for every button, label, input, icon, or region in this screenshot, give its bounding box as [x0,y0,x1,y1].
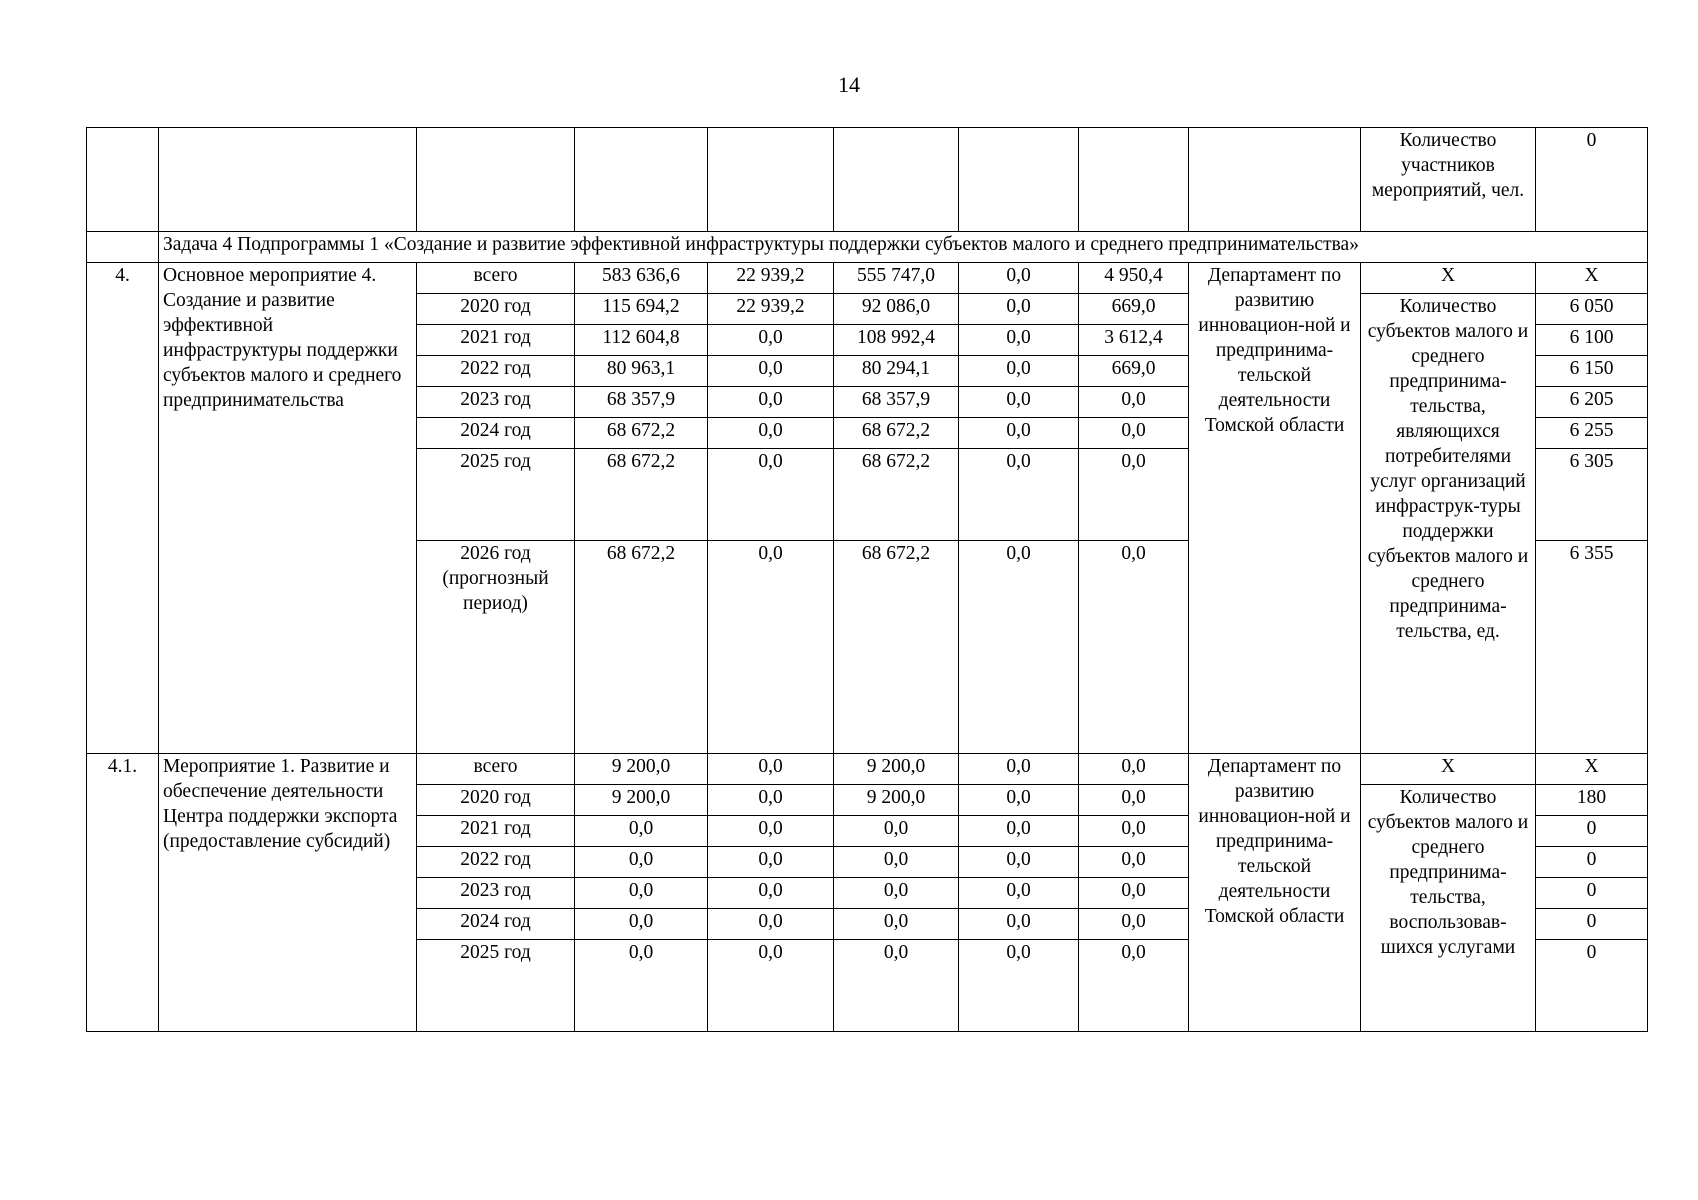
indicator-cell: Количество субъектов малого и среднего предпринима-тельства, воспользовав-шихся услугами [1361,785,1536,1032]
extrabudget-cell: 0,0 [1079,449,1189,541]
executor-cell: Департамент по развитию инновацион-ной и предпринима-тельской деятельности Томской области [1189,263,1361,754]
total-cell: 0,0 [575,940,708,1032]
extrabudget-cell: 3 612,4 [1079,325,1189,356]
regional-cell: 555 747,0 [834,263,959,294]
table-row [87,754,1648,785]
executor-cell: Департамент по развитию инновацион-ной и предпринима-тельской деятельности Томской области [1189,754,1361,1032]
total-cell: 68 672,2 [575,449,708,541]
extrabudget-cell: 0,0 [1079,387,1189,418]
row-number: 4. [87,263,159,754]
regional-cell: 9 200,0 [834,754,959,785]
program-table [86,127,1648,1032]
extrabudget-cell: 0,0 [1079,909,1189,940]
indicator-value-cell: 0 [1536,909,1648,940]
total-cell: 0,0 [575,847,708,878]
federal-cell: 0,0 [708,418,834,449]
indicator-value-cell: 0 [1536,816,1648,847]
total-cell: 80 963,1 [575,356,708,387]
federal-cell: 0,0 [708,878,834,909]
total-cell: 0,0 [575,816,708,847]
local-cell: 0,0 [959,449,1079,541]
regional-cell: 68 357,9 [834,387,959,418]
federal-cell: 0,0 [708,847,834,878]
period-cell: 2022 год [417,356,575,387]
extrabudget-cell: 669,0 [1079,294,1189,325]
period-cell: всего [417,263,575,294]
period-cell: 2023 год [417,387,575,418]
task-heading-row [87,232,1648,263]
total-cell: 68 357,9 [575,387,708,418]
indicator-value-cell: 0 [1536,128,1648,232]
extrabudget-cell: 0,0 [1079,541,1189,754]
indicator-value-cell: 6 205 [1536,387,1648,418]
total-cell: 9 200,0 [575,754,708,785]
indicator-value-cell: 6 100 [1536,325,1648,356]
federal-cell: 0,0 [708,356,834,387]
total-cell: 583 636,6 [575,263,708,294]
local-cell: 0,0 [959,785,1079,816]
period-cell: 2020 год [417,294,575,325]
row-number: 4.1. [87,754,159,1032]
extrabudget-cell: 669,0 [1079,356,1189,387]
federal-cell: 0,0 [708,785,834,816]
period-cell: 2023 год [417,878,575,909]
local-cell: 0,0 [959,754,1079,785]
indicator-value-cell: 180 [1536,785,1648,816]
federal-cell: 0,0 [708,387,834,418]
local-cell: 0,0 [959,541,1079,754]
extrabudget-cell: 0,0 [1079,816,1189,847]
extrabudget-cell: 0,0 [1079,785,1189,816]
period-cell: 2024 год [417,418,575,449]
regional-cell: 92 086,0 [834,294,959,325]
total-cell: 115 694,2 [575,294,708,325]
indicator-value-cell: 0 [1536,847,1648,878]
total-cell: 68 672,2 [575,541,708,754]
period-cell: 2025 год [417,940,575,1032]
regional-cell: 68 672,2 [834,418,959,449]
activity-name: Мероприятие 1. Развитие и обеспечение деятельности Центра поддержки экспорта (предоставление субсидий) [159,754,417,1032]
period-cell: 2021 год [417,816,575,847]
period-cell: 2020 год [417,785,575,816]
federal-cell: 22 939,2 [708,294,834,325]
regional-cell: 0,0 [834,816,959,847]
regional-cell: 68 672,2 [834,541,959,754]
period-cell: 2021 год [417,325,575,356]
activity-name: Основное мероприятие 4. Создание и развитие эффективной инфраструктуры поддержки субъектов малого и среднего предпринимательства [159,263,417,754]
period-cell: всего [417,754,575,785]
local-cell: 0,0 [959,816,1079,847]
local-cell: 0,0 [959,325,1079,356]
indicator-value-cell: 6 255 [1536,418,1648,449]
indicator-head-cell: Х [1361,754,1536,785]
regional-cell: 80 294,1 [834,356,959,387]
extrabudget-cell: 0,0 [1079,754,1189,785]
federal-cell: 0,0 [708,754,834,785]
extrabudget-cell: 0,0 [1079,878,1189,909]
total-cell: 0,0 [575,878,708,909]
local-cell: 0,0 [959,847,1079,878]
extrabudget-cell: 0,0 [1079,418,1189,449]
indicator-value-cell: 6 150 [1536,356,1648,387]
local-cell: 0,0 [959,909,1079,940]
federal-cell: 0,0 [708,816,834,847]
period-cell: 2022 год [417,847,575,878]
regional-cell: 0,0 [834,847,959,878]
regional-cell: 9 200,0 [834,785,959,816]
local-cell: 0,0 [959,294,1079,325]
indicator-cell: Количество субъектов малого и среднего предпринима-тельства, являющихся потребителями услуг организаций инфраструк-туры поддержки субъектов малого и среднего предпринима-тельства, ед. [1361,294,1536,754]
period-cell: 2024 год [417,909,575,940]
regional-cell: 0,0 [834,940,959,1032]
indicator-head-value-cell: Х [1536,754,1648,785]
local-cell: 0,0 [959,940,1079,1032]
total-cell: 0,0 [575,909,708,940]
page-number: 14 [838,72,860,97]
indicator-value-cell: 0 [1536,940,1648,1032]
task-heading: Задача 4 Подпрограммы 1 «Создание и развитие эффективной инфраструктуры поддержки субъектов малого и среднего предпринимательства» [159,232,1648,263]
federal-cell: 0,0 [708,940,834,1032]
regional-cell: 68 672,2 [834,449,959,541]
total-cell: 68 672,2 [575,418,708,449]
federal-cell: 22 939,2 [708,263,834,294]
local-cell: 0,0 [959,356,1079,387]
indicator-value-cell: 0 [1536,878,1648,909]
regional-cell: 108 992,4 [834,325,959,356]
extrabudget-cell: 0,0 [1079,847,1189,878]
indicator-head-cell: Х [1361,263,1536,294]
period-cell: 2025 год [417,449,575,541]
local-cell: 0,0 [959,418,1079,449]
indicator-head-value-cell: Х [1536,263,1648,294]
local-cell: 0,0 [959,878,1079,909]
indicator-value-cell: 6 050 [1536,294,1648,325]
regional-cell: 0,0 [834,878,959,909]
extrabudget-cell: 4 950,4 [1079,263,1189,294]
indicator-value-cell: 6 355 [1536,541,1648,754]
table-row [87,263,1648,294]
period-cell: 2026 год (прогнозный период) [417,541,575,754]
indicator-cell: Количество участников мероприятий, чел. [1361,128,1536,232]
local-cell: 0,0 [959,387,1079,418]
local-cell: 0,0 [959,263,1079,294]
federal-cell: 0,0 [708,909,834,940]
extrabudget-cell: 0,0 [1079,940,1189,1032]
federal-cell: 0,0 [708,541,834,754]
regional-cell: 0,0 [834,909,959,940]
total-cell: 9 200,0 [575,785,708,816]
federal-cell: 0,0 [708,325,834,356]
federal-cell: 0,0 [708,449,834,541]
continuation-row [87,128,1648,232]
total-cell: 112 604,8 [575,325,708,356]
indicator-value-cell: 6 305 [1536,449,1648,541]
